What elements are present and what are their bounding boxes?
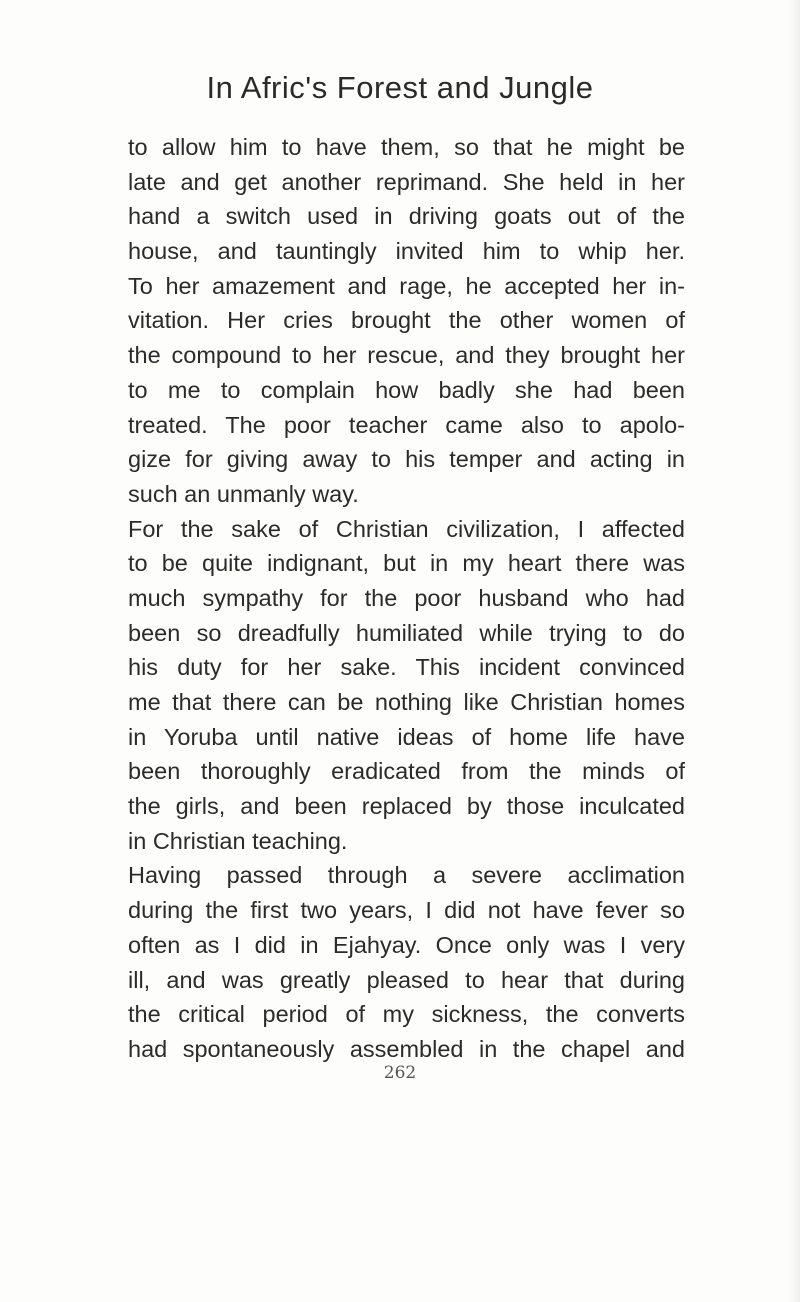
text-line: Having passed through a severe acclimation [128,862,685,889]
text-line: to be quite indignant, but in my heart there was [128,550,685,577]
text-line: me that there can be nothing like Christian homes [128,689,685,715]
text-line: during the first two years, I did not have fever so [128,897,685,924]
text-line: treated. The poor teacher came also to apolo- [128,411,685,438]
text-line: vitation. Her cries brought the other women of [128,307,685,334]
text-line: often as I did in Ejahyay. Once only was I very [128,931,685,958]
text-line: the critical period of my sickness, the converts [128,1001,685,1028]
text-line: house, and tauntingly invited him to whip her. [128,238,685,265]
text-line: late and get another reprimand. She held in her [128,168,685,195]
text-line: to me to complain how badly she had been [128,376,685,403]
text-line: hand a switch used in driving goats out of the [128,203,685,230]
text-line: For the sake of Christian civilization, I affected [128,515,685,542]
page-edge-shadow [788,0,800,1302]
page-number: 262 [383,1063,417,1083]
text-line: his duty for her sake. This incident convinced [128,654,685,681]
body-text [128,130,685,1067]
text-line: To her amazement and rage, he accepted her in- [128,272,685,299]
text-line: gize for giving away to his temper and acting in [128,446,685,473]
text-line: been so dreadfully humiliated while trying to do [128,619,685,646]
text-line: ill, and was greatly pleased to hear that during [128,966,685,993]
text-line: the girls, and been replaced by those inculcated [128,793,685,820]
text-line: been thoroughly eradicated from the minds of [128,758,685,785]
text-line: had spontaneously assembled in the chapel and [128,1035,685,1062]
text-line: in Yoruba until native ideas of home life have [128,723,685,750]
text-line: such an unmanly way. [128,480,359,507]
text-line: the compound to her rescue, and they brought her [128,342,685,369]
running-head: In Afric's Forest and Jungle [206,70,594,105]
text-line: in Christian teaching. [128,827,348,854]
text-line: to allow him to have them, so that he might be [128,134,685,160]
text-line: much sympathy for the poor husband who had [128,584,685,611]
